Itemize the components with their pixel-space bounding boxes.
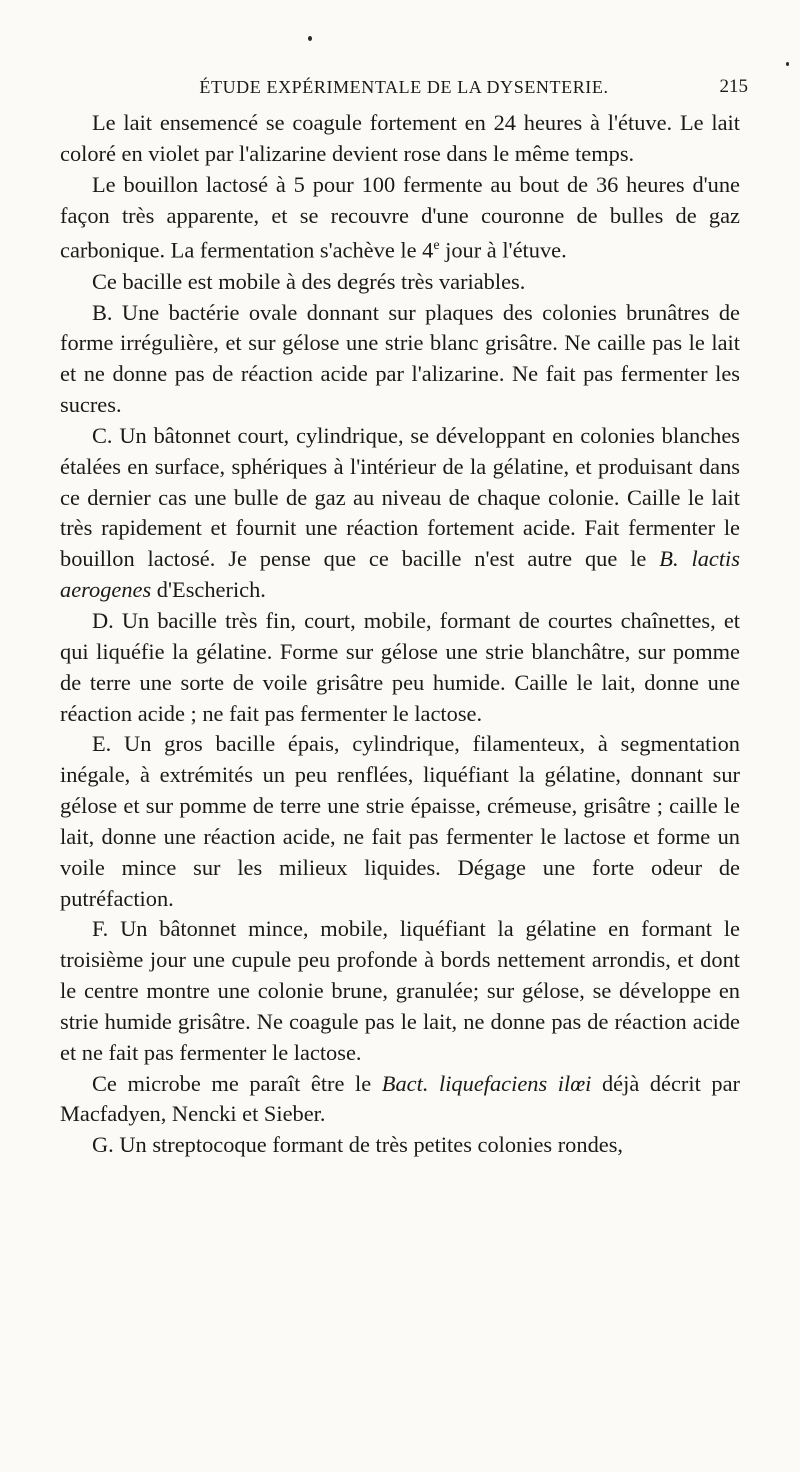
paragraph [60,267,740,298]
paragraph [60,421,740,606]
scan-speck [308,36,312,41]
paragraph [60,1069,740,1131]
paragraph-text: Le lait ensemencé se coagule fortement en 24 heures à l'étuve. Le lait coloré en violet par l'alizarine devient rose dans le même temps. [60,110,740,166]
paragraph [60,1130,740,1161]
paragraph-text-after: déjà décrit par Macfadyen, Nencki et Sieber. [60,1070,740,1127]
species-name: B. lactis aerogenes [60,546,740,603]
scan-speck [786,62,789,66]
paragraph-text: Ce microbe me paraît être le [92,1070,382,1096]
paragraph-text: E. Un gros bacille épais, cylindrique, filamenteux, à segmentation inégale, à extrémités un peu renflées, liquéfiant la gélatine, donnant sur gélose et sur pomme de terre une strie épaisse, crémeuse, grisâtre ; caille le lait, donne une réaction acide, ne fait pas fermenter le lactose et forme un voile mince sur les milieux liquides. Dégage une forte odeur de putréfaction. [60,731,740,911]
paragraph-text: C. Un bâtonnet court, cylindrique, se développant en colonies blanches étalées en surface, sphériques à l'intérieur de la gélatine, et produisant dans ce dernier cas une bulle de gaz au niveau de chaque colonie. Caille le lait très rapidement et fournit une réaction fortement acide. Fait fermenter le bouillon lactosé. Je pense que ce bacille n'est autre que le [60,422,740,572]
paragraph-text: G. Un streptocoque formant de très petites colonies rondes, [92,1132,624,1158]
paragraph-text: D. Un bacille très fin, court, mobile, formant de courtes chaînettes, et qui liquéfie la gélatine. Forme sur gélose une strie blanchâtre, sur pomme de terre une sorte de voile grisâtre peu humide. Caille le lait, donne une réaction acide ; ne fait pas fermenter le lactose. [60,607,740,726]
species-name: Bact. liquefaciens ilœi [381,1070,592,1096]
paragraph [60,298,740,421]
paragraph-text-after: jour à l'étuve. [439,237,567,263]
superscript: e [433,238,440,254]
running-head [60,74,748,100]
paragraph [60,729,740,914]
body-text [60,108,740,1161]
paragraph [60,606,740,729]
paragraph-text: F. Un bâtonnet mince, mobile, liquéfiant la gélatine en formant le troisième jour une cupule peu profonde à bords nettement arrondis, et dont le centre montre une colonie brune, granulée; sur gélose, se développe en strie humide grisâtre. Ne coagule pas le lait, ne donne pas de réaction acide et ne fait pas fermenter le lactose. [60,916,740,1065]
page-number: 215 [719,76,748,97]
paragraph-text: B. Une bactérie ovale donnant sur plaques des colonies brunâtres de forme irrégulière, et sur gélose une strie blanc grisâtre. Ne caille pas le lait et ne donne pas de réaction acide par l'alizarine. Ne fait pas fermenter les sucres. [60,299,740,418]
paragraph-text: Le bouillon lactosé à 5 pour 100 fermente au bout de 36 heures d'une façon très apparente, et se recouvre d'une couronne de bulles de gaz carbonique. La fermentation s'achève le 4 [60,171,740,263]
running-title: ÉTUDE EXPÉRIMENTALE DE LA DYSENTERIE. [199,77,609,97]
paragraph [60,914,740,1068]
paragraph-text-after: d'Escherich. [151,577,266,603]
paragraph [60,108,740,170]
paragraph [60,170,740,267]
paragraph-text: Ce bacille est mobile à des degrés très variables. [92,268,526,294]
